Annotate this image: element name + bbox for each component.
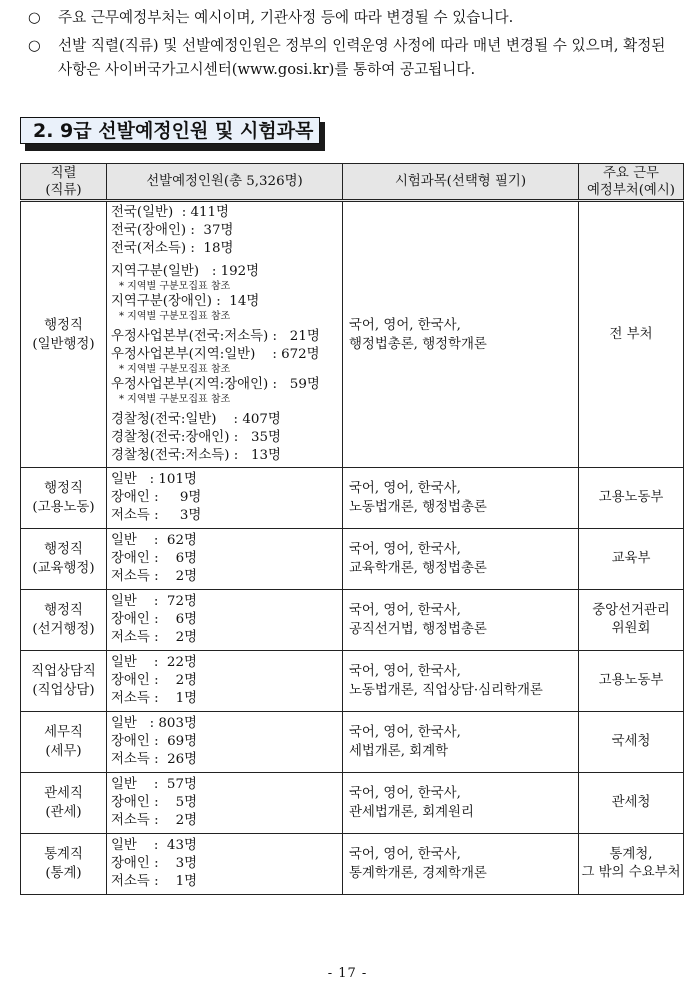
region-note: * 지역별 구분모집표 참조 [119, 364, 231, 375]
department-line: 고용노동부 [598, 490, 664, 505]
selection-line [111, 507, 338, 525]
selection-line [111, 471, 338, 489]
selection-line [111, 654, 338, 672]
department-cell [579, 712, 684, 773]
selection-line [111, 715, 338, 733]
note-1 [28, 6, 678, 30]
selection-line [111, 447, 338, 465]
selection-line [111, 873, 338, 891]
selection-cell [107, 468, 343, 529]
job-subcategory: (세무) [45, 744, 82, 759]
selection-count: 69명 [158, 734, 198, 749]
selection-label: 전국(일반) [111, 205, 174, 220]
subjects-cell [343, 651, 579, 712]
section-heading-box [20, 117, 328, 151]
subject-line: 국어, 영어, 한국사, [349, 603, 461, 618]
selection-label: 일반 [111, 594, 137, 609]
selection-count: 43명 [158, 838, 197, 853]
selection-line [111, 611, 338, 629]
region-note: * 지역별 구분모집표 참조 [119, 394, 231, 405]
selection-colon: : [149, 795, 159, 810]
table-row [21, 712, 684, 773]
section-title: 2. 9급 선발예정인원 및 시험과목 [20, 117, 320, 144]
job-name: 직업상담직 [31, 664, 96, 679]
department-cell [579, 651, 684, 712]
selection-colon: : [136, 533, 159, 548]
page-number: - 17 - [327, 966, 368, 981]
department-cell [579, 468, 684, 529]
selection-colon: : [186, 241, 195, 256]
selection-line [111, 240, 338, 258]
selection-line [111, 411, 338, 429]
selection-count: 14명 [220, 294, 260, 309]
subjects-cell [343, 529, 579, 590]
selection-label: 저소득 [111, 752, 150, 767]
selection-count: 72명 [158, 594, 197, 609]
selection-colon: : [229, 448, 239, 463]
job-subcategory: (교육행정) [32, 561, 95, 576]
subjects-cell [343, 590, 579, 651]
selection-colon: : [149, 673, 159, 688]
selection-label: 경찰청(전국:장애인) [111, 430, 230, 445]
selection-line [111, 489, 338, 507]
selection-colon: : [229, 430, 239, 445]
selection-count: 407명 [238, 412, 281, 427]
selection-colon: : [268, 377, 278, 392]
selection-label: 우정사업본부(지역:장애인) [111, 377, 269, 392]
selection-cell [107, 590, 343, 651]
subject-line: 국어, 영어, 한국사, [349, 664, 461, 679]
subject-line: 국어, 영어, 한국사, [349, 542, 461, 557]
department-line: 국세청 [611, 734, 651, 749]
selection-label: 우정사업본부(지역:일반) [111, 347, 256, 362]
job-name: 행정직 [44, 317, 83, 333]
selection-cell [107, 651, 343, 712]
selection-label: 일반 [111, 655, 137, 670]
selection-line [111, 733, 338, 751]
selection-colon: : [149, 630, 159, 645]
selection-count: 1명 [158, 691, 198, 706]
selection-count: 2명 [158, 630, 198, 645]
selection-colon: : [216, 412, 239, 427]
subject-line: 국어, 영어, 한국사, [349, 786, 461, 801]
selection-line [111, 593, 338, 611]
selection-label: 저소득 [111, 813, 150, 828]
selection-line [111, 690, 338, 708]
subject-line: 국어, 영어, 한국사, [349, 847, 461, 862]
selection-count: 21명 [277, 329, 320, 344]
selection-label: 저소득 [111, 691, 150, 706]
job-category-cell [21, 712, 107, 773]
subject-line: 관세법개론, 회계원리 [349, 805, 474, 820]
job-subcategory: (통계) [45, 866, 82, 881]
selection-count: 37명 [194, 223, 234, 238]
note-2 [28, 34, 678, 82]
selection-label: 일반 [111, 838, 137, 853]
selection-count: 2명 [158, 813, 198, 828]
subject-line: 통계학개론, 경제학개론 [349, 866, 487, 881]
selection-colon: : [136, 777, 159, 792]
selection-colon: : [173, 205, 187, 220]
job-name: 관세직 [44, 786, 83, 801]
note-text: 주요 근무예정부처는 예시이며, 기관사정 등에 따라 변경될 수 있습니다. [58, 9, 514, 26]
selection-label: 저소득 [111, 874, 150, 889]
selection-colon: : [255, 347, 277, 362]
selection-count: 3명 [158, 856, 198, 871]
job-name: 행정직 [44, 481, 83, 496]
department-line: 통계청, [609, 847, 653, 862]
selection-count: 2명 [158, 673, 198, 688]
table-row [21, 590, 684, 651]
selection-count: 26명 [158, 752, 198, 767]
department-cell [579, 201, 684, 468]
job-category-cell [21, 529, 107, 590]
selection-line [111, 776, 338, 794]
selection-colon: : [136, 716, 155, 731]
selection-count: 101명 [154, 472, 197, 487]
selection-line [111, 672, 338, 690]
table-row [21, 468, 684, 529]
selection-colon: : [136, 472, 155, 487]
selection-colon: : [149, 569, 159, 584]
job-category-cell [21, 834, 107, 895]
selection-count: 1명 [158, 874, 198, 889]
table-header-row [21, 164, 684, 201]
job-name: 세무직 [44, 725, 83, 740]
selection-label: 경찰청(전국:일반) [111, 412, 217, 427]
bullet-circle-icon: ○ [28, 37, 41, 54]
subject-line: 국어, 영어, 한국사, [349, 317, 461, 333]
header-subjects: 시험과목(선택형 필기) [343, 164, 579, 201]
selection-line [111, 550, 338, 568]
job-name: 행정직 [44, 542, 83, 557]
selection-colon: : [149, 813, 159, 828]
subject-line: 교육학개론, 행정법총론 [349, 561, 487, 576]
bullet-circle-icon: ○ [28, 9, 41, 26]
selection-label: 장애인 [111, 673, 150, 688]
selection-colon: : [149, 490, 159, 505]
department-cell [579, 773, 684, 834]
recruitment-table [20, 163, 684, 895]
subject-line: 노동법개론, 행정법총론 [349, 500, 487, 515]
selection-count: 59명 [277, 377, 320, 392]
job-category-cell [21, 468, 107, 529]
department-line: 고용노동부 [598, 673, 664, 688]
selection-count: 5명 [158, 795, 198, 810]
selection-label: 장애인 [111, 795, 150, 810]
selection-colon: : [136, 838, 159, 853]
selection-count: 411명 [186, 205, 229, 220]
selection-line [111, 346, 338, 364]
selection-colon: : [186, 223, 195, 238]
selection-colon: : [149, 752, 159, 767]
job-subcategory: (고용노동) [32, 500, 95, 515]
header-selection: 선발예정인원(총 5,326명) [107, 164, 343, 201]
selection-count: 57명 [158, 777, 197, 792]
selection-label: 일반 [111, 533, 137, 548]
note-text: 선발 직렬(직류) 및 선발예정인원은 정부의 인력운영 사정에 따라 매년 변경될 수 있으며, 확정된 사항은 사이버국가고시센터(www.gosi.kr)를 통하여 공고됩니다. [58, 37, 666, 78]
selection-count: 13명 [238, 448, 281, 463]
department-line: 중앙선거관리 [592, 603, 670, 618]
department-line: 교육부 [611, 551, 651, 566]
selection-count: 6명 [158, 612, 198, 627]
department-line: 그 밖의 수요부처 [581, 865, 681, 880]
selection-colon: : [199, 264, 217, 279]
selection-colon: : [136, 655, 159, 670]
selection-label: 일반 [111, 472, 137, 487]
selection-label: 장애인 [111, 856, 150, 871]
selection-line [111, 222, 338, 240]
selection-colon: : [149, 612, 159, 627]
selection-count: 192명 [216, 264, 260, 279]
selection-count: 35명 [238, 430, 281, 445]
selection-count: 2명 [158, 569, 198, 584]
subject-line: 행정법총론, 행정학개론 [349, 336, 487, 352]
selection-count: 803명 [154, 716, 197, 731]
selection-cell [107, 834, 343, 895]
selection-cell [107, 201, 343, 468]
subjects-cell [343, 773, 579, 834]
selection-line [111, 429, 338, 447]
department-line: 관세청 [611, 795, 651, 810]
selection-label: 지역구분(장애인) [111, 294, 212, 309]
selection-label: 일반 [111, 777, 137, 792]
selection-count: 3명 [158, 508, 202, 523]
selection-label: 전국(저소득) [111, 241, 187, 256]
selection-label: 저소득 [111, 569, 150, 584]
selection-colon: : [149, 551, 159, 566]
table-row [21, 201, 684, 468]
selection-count: 18명 [194, 241, 234, 256]
selection-label: 우정사업본부(전국:저소득) [111, 329, 269, 344]
subjects-cell [343, 712, 579, 773]
subject-line: 국어, 영어, 한국사, [349, 725, 461, 740]
selection-label: 지역구분(일반) [111, 264, 200, 279]
subject-line: 공직선거법, 행정법총론 [349, 622, 487, 637]
selection-count: 22명 [158, 655, 197, 670]
table-row [21, 651, 684, 712]
selection-label: 전국(장애인) [111, 223, 187, 238]
selection-line [111, 376, 338, 394]
selection-line [111, 293, 338, 311]
subjects-cell [343, 468, 579, 529]
subjects-cell [343, 834, 579, 895]
selection-count: 62명 [158, 533, 197, 548]
job-name: 행정직 [44, 603, 83, 618]
region-note: * 지역별 구분모집표 참조 [119, 311, 231, 322]
selection-cell [107, 529, 343, 590]
selection-colon: : [149, 856, 159, 871]
selection-colon: : [149, 734, 159, 749]
selection-line [111, 855, 338, 873]
selection-label: 장애인 [111, 490, 150, 505]
selection-line [111, 532, 338, 550]
job-subcategory: (선거행정) [32, 622, 95, 637]
selection-count: 6명 [158, 551, 198, 566]
selection-cell [107, 712, 343, 773]
selection-count: 672명 [276, 347, 320, 362]
job-category-cell [21, 201, 107, 468]
department-line: 위원회 [611, 621, 651, 636]
selection-line [111, 812, 338, 830]
selection-line [111, 568, 338, 586]
table-row [21, 529, 684, 590]
selection-label: 저소득 [111, 508, 150, 523]
selection-colon: : [149, 691, 159, 706]
selection-line [111, 751, 338, 769]
selection-colon: : [268, 329, 278, 344]
table-row [21, 834, 684, 895]
selection-line [111, 328, 338, 346]
selection-count: 9명 [158, 490, 202, 505]
job-subcategory: (일반행정) [32, 336, 95, 352]
selection-colon: : [149, 508, 159, 523]
region-note: * 지역별 구분모집표 참조 [119, 281, 231, 292]
selection-colon: : [136, 594, 159, 609]
selection-line [111, 204, 338, 222]
job-subcategory: (관세) [45, 805, 82, 820]
selection-label: 일반 [111, 716, 137, 731]
job-name: 통계직 [44, 847, 83, 862]
selection-label: 장애인 [111, 551, 150, 566]
subject-line: 국어, 영어, 한국사, [349, 481, 461, 496]
subject-line: 노동법개론, 직업상담·심리학개론 [349, 683, 543, 698]
notes [28, 6, 678, 86]
header-job: 직렬 (직류) [21, 164, 107, 201]
selection-cell [107, 773, 343, 834]
job-subcategory: (직업상담) [32, 683, 95, 698]
department-line: 전 부처 [609, 326, 653, 342]
selection-line [111, 837, 338, 855]
selection-label: 장애인 [111, 612, 150, 627]
table-row [21, 773, 684, 834]
selection-label: 저소득 [111, 630, 150, 645]
header-dept: 주요 근무 예정부처(예시) [579, 164, 684, 201]
job-category-cell [21, 590, 107, 651]
selection-label: 경찰청(전국:저소득) [111, 448, 230, 463]
selection-line [111, 794, 338, 812]
job-category-cell [21, 651, 107, 712]
subjects-cell [343, 201, 579, 468]
department-cell [579, 834, 684, 895]
subject-line: 세법개론, 회계학 [349, 744, 449, 759]
selection-line [111, 263, 338, 281]
selection-line [111, 629, 338, 647]
job-category-cell [21, 773, 107, 834]
department-cell [579, 529, 684, 590]
selection-colon: : [149, 874, 159, 889]
department-cell [579, 590, 684, 651]
selection-colon: : [212, 294, 221, 309]
selection-label: 장애인 [111, 734, 150, 749]
